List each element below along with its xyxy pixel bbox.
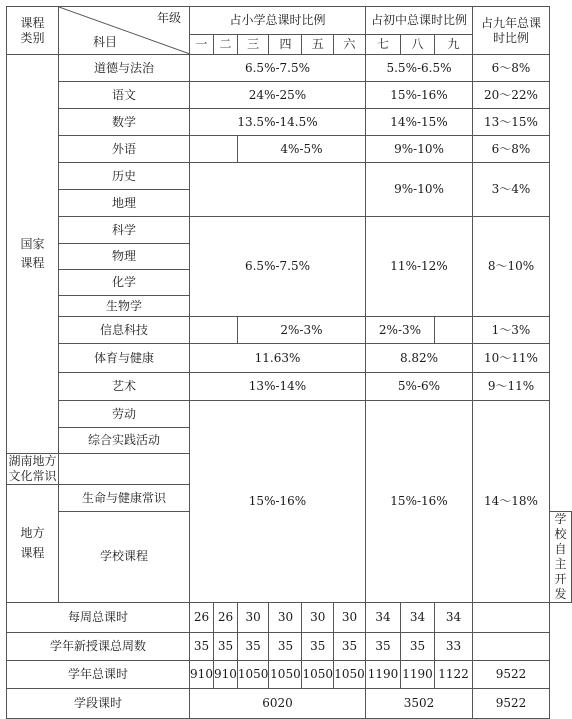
grade-5: 五 <box>302 35 334 55</box>
sciences-junior: 11%-12% <box>366 217 473 317</box>
stage-primary: 6020 <box>190 689 366 719</box>
weeks-label: 学年新授课总周数 <box>7 633 190 661</box>
weekly-value: 30 <box>237 603 269 633</box>
weeks-value: 35 <box>214 633 238 661</box>
arts-nine: 9～11% <box>473 373 550 401</box>
category-school: 学校课程 <box>59 512 190 603</box>
it-primary: 2%-3% <box>237 317 365 344</box>
practice-primary: 15%-16% <box>190 401 366 603</box>
it-junior: 2%-3% <box>366 317 435 344</box>
subject-chinese: 语文 <box>59 82 190 109</box>
weeks-value: 35 <box>334 633 366 661</box>
annual-value: 1190 <box>366 661 401 689</box>
subject-practice: 综合实践活动 <box>59 428 190 454</box>
history-geo-nine: 3～4% <box>473 163 550 217</box>
pe-junior: 8.82% <box>366 344 473 373</box>
chinese-nine: 20～22% <box>473 82 550 109</box>
grade-4: 四 <box>269 35 302 55</box>
weekly-value: 30 <box>334 603 366 633</box>
weekly-value: 26 <box>190 603 214 633</box>
math-junior: 14%-15% <box>366 109 473 136</box>
weekly-nine-empty <box>473 603 550 633</box>
grade-1: 一 <box>190 35 214 55</box>
header-junior: 占初中总课时比例 <box>366 7 473 35</box>
subject-foreign: 外语 <box>59 136 190 163</box>
grade-8: 八 <box>401 35 435 55</box>
subject-morality: 道德与法治 <box>59 55 190 82</box>
grade-9: 九 <box>435 35 473 55</box>
annual-label: 学年总课时 <box>7 661 190 689</box>
arts-primary: 13%-14% <box>190 373 366 401</box>
weekly-value: 34 <box>435 603 473 633</box>
subject-geography: 地理 <box>59 190 190 217</box>
annual-value: 1190 <box>401 661 435 689</box>
annual-value: 1050 <box>334 661 366 689</box>
grade-3: 三 <box>237 35 269 55</box>
weeks-value: 33 <box>435 633 473 661</box>
foreign-nine: 6～8% <box>473 136 550 163</box>
weekly-value: 30 <box>302 603 334 633</box>
chinese-primary: 24%-25% <box>190 82 366 109</box>
foreign-primary: 4%-5% <box>237 136 365 163</box>
weekly-value: 34 <box>401 603 435 633</box>
pe-primary: 11.63% <box>190 344 366 373</box>
it-junior-empty <box>435 317 473 344</box>
weekly-value: 30 <box>269 603 302 633</box>
morality-primary: 6.5%-7.5% <box>190 55 366 82</box>
stage-junior: 3502 <box>366 689 473 719</box>
weeks-value: 35 <box>366 633 401 661</box>
subject-life-safety: 生命与健康常识 <box>59 485 190 512</box>
weekly-value: 34 <box>366 603 401 633</box>
chinese-junior: 15%-16% <box>366 82 473 109</box>
annual-value: 1122 <box>435 661 473 689</box>
subject-pe: 体育与健康 <box>59 344 190 373</box>
arts-junior: 5%-6% <box>366 373 473 401</box>
subject-history: 历史 <box>59 163 190 190</box>
weekly-value: 26 <box>214 603 238 633</box>
stage-nine: 9522 <box>473 689 550 719</box>
history-geo-junior: 9%-10% <box>366 163 473 217</box>
subject-school-dev: 学校自主开发 <box>550 512 572 603</box>
practice-junior: 15%-16% <box>366 401 473 603</box>
math-primary: 13.5%-14.5% <box>190 109 366 136</box>
annual-value: 1050 <box>237 661 269 689</box>
subject-hunan-culture: 湖南地方文化常识 <box>8 454 57 483</box>
it-nine: 1～3% <box>473 317 550 344</box>
subject-science: 科学 <box>59 217 190 244</box>
morality-junior: 5.5%-6.5% <box>366 55 473 82</box>
annual-value: 910 <box>214 661 238 689</box>
annual-value: 910 <box>190 661 214 689</box>
grade-6: 六 <box>334 35 366 55</box>
corner-label-subject: 科目 <box>93 35 118 49</box>
weeks-nine-empty <box>473 633 550 661</box>
annual-value: 1050 <box>269 661 302 689</box>
header-category: 课程类别 <box>7 7 59 55</box>
category-local: 地方课程 <box>7 485 59 603</box>
header-primary: 占小学总课时比例 <box>190 7 366 35</box>
corner-label-grade: 年级 <box>156 11 181 25</box>
weekly-label: 每周总课时 <box>7 603 190 633</box>
subject-physics: 物理 <box>59 244 190 270</box>
practice-nine: 14～18% <box>473 401 550 603</box>
sciences-primary: 6.5%-7.5% <box>190 217 366 317</box>
pe-nine: 10～11% <box>473 344 550 373</box>
annual-value: 1050 <box>302 661 334 689</box>
sciences-nine: 8～10% <box>473 217 550 317</box>
subject-labor: 劳动 <box>59 401 190 428</box>
category-national: 国家课程 <box>7 55 59 454</box>
curriculum-table <box>6 6 572 719</box>
it-primary-empty <box>190 317 238 344</box>
header-nine-year: 占九年总课时比例 <box>473 7 550 55</box>
subject-it: 信息科技 <box>59 317 190 344</box>
annual-nine: 9522 <box>473 661 550 689</box>
history-geo-primary-empty <box>190 163 366 217</box>
subject-math: 数学 <box>59 109 190 136</box>
header-corner <box>59 7 190 55</box>
weeks-value: 35 <box>269 633 302 661</box>
weeks-value: 35 <box>302 633 334 661</box>
weeks-value: 35 <box>190 633 214 661</box>
subject-arts: 艺术 <box>59 373 190 401</box>
weeks-value: 35 <box>401 633 435 661</box>
subject-chemistry: 化学 <box>59 270 190 296</box>
math-nine: 13～15% <box>473 109 550 136</box>
foreign-junior: 9%-10% <box>366 136 473 163</box>
morality-nine: 6～8% <box>473 55 550 82</box>
grade-2: 二 <box>214 35 238 55</box>
weeks-value: 35 <box>237 633 269 661</box>
stage-label: 学段课时 <box>7 689 190 719</box>
subject-biology: 生物学 <box>59 296 190 317</box>
grade-7: 七 <box>366 35 401 55</box>
foreign-primary-empty <box>190 136 238 163</box>
